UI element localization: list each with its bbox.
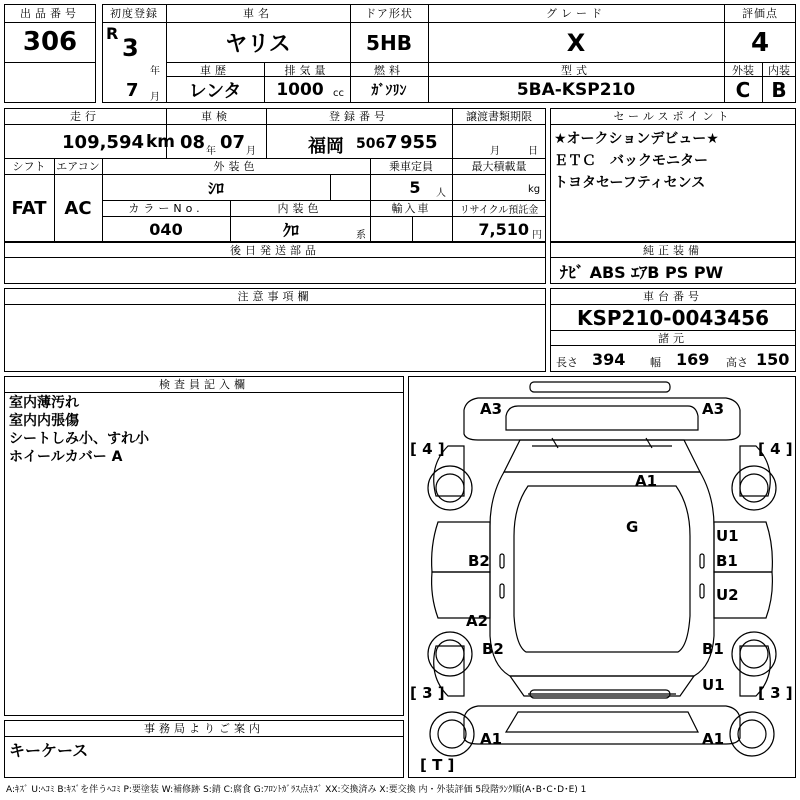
inspector-note-4: ホイールカバー A [9,449,123,465]
car-diagram-icon [408,376,796,778]
mark-u2-right: U2 [716,586,739,604]
door-label: ドア形状 [351,5,427,21]
office-label: 事務局よりご案内 [5,721,403,735]
inspector-note-1: 室内薄汚れ [9,395,79,411]
model: 5BA-KSP210 [516,80,636,100]
interior-grade: B [771,78,787,102]
length: 394 [592,350,626,369]
reg-year: 3 [122,34,139,62]
displacement-label: 排気量 [265,63,349,76]
mark-a1-top: A1 [635,472,658,490]
inspector-label: 検査員記入欄 [5,377,403,391]
inspector-notes [9,394,149,466]
chassis-number: KSP210-0043456 [576,305,770,330]
reg-number-label: 登録番号 [267,109,451,123]
ac-label: エアコン [56,160,100,173]
mark-a2-left: A2 [466,612,489,630]
mark-tire-fr: [ 4 ] [758,440,793,458]
capacity: 5 [409,178,421,197]
color-no: 040 [149,220,183,239]
width: 169 [676,350,710,369]
sales-point-3: トヨタセーフティセンス [554,175,706,191]
history: レンタ [188,81,242,102]
mileage-label: 走行 [5,109,165,123]
model-label: 型式 [429,63,723,76]
import-label: 輸入車 [371,201,451,215]
dims-label: 諸元 [551,331,795,345]
score: 4 [750,27,770,58]
history-label: 車歴 [167,63,263,76]
exterior-grade: C [735,78,751,102]
mark-tire-rr: [ 3 ] [758,684,793,702]
ext-color-label: 外装色 [103,159,369,173]
ext-color: ｼﾛ [207,179,224,198]
door-type: 5HB [366,30,412,55]
grade: X [566,28,586,57]
era: R [106,24,119,43]
mark-a3-left: A3 [480,400,503,418]
grade-label: グレード [429,5,723,21]
mark-u1-right: U1 [716,527,739,545]
mark-b2-left-2: B2 [482,640,504,658]
exterior-label: 外装 [725,63,761,76]
mileage: 109,594 [62,131,144,153]
sales-point-2: ＥＴＣ バックモニター [554,153,708,169]
max-load-label: 最大積載量 [453,159,545,173]
mark-u1-right-2: U1 [702,676,725,694]
inspection-year: 08 [180,132,206,153]
mark-t: [ T ] [420,756,455,774]
fuel: ｶﾞｿﾘﾝ [371,83,407,99]
lot-label: 出品番号 [5,5,95,21]
car-name: ヤリス [225,32,291,57]
mark-a1-bottom-left: A1 [480,730,503,748]
legend: A:ｷｽﾞ U:ﾍｺﾐ B:ｷｽﾞを伴うﾍｺﾐ P:要塗装 W:補修跡 S:錆 C:腐食 G:ﾌﾛﾝﾄｶﾞﾗｽ点ｷｽﾞ XX:交換済み X:要交換 内・外装評価 5段階ﾗﾝｸ順(A･B･C･D･E) 1 [6,785,587,795]
reg-area: 福岡 [308,136,344,157]
chassis-label: 車台番号 [551,289,795,303]
inspection-month: 07 [220,132,246,153]
mark-a3-right: A3 [702,400,725,418]
mark-tire-fl: [ 4 ] [410,440,445,458]
equipment-value: ﾅﾋﾞ ABS ｴｱB PS PW [560,263,724,282]
ac: AC [64,198,92,219]
mark-b2-left: B2 [468,552,490,570]
sales-points-list [554,128,719,194]
later-parts-label: 後日発送部品 [5,243,545,257]
mark-b1-right-2: B1 [702,640,724,658]
notes-label: 注意事項欄 [5,289,545,303]
shift: FAT [11,198,47,219]
inspector-note-3: シートしみ小、すれ小 [9,431,149,447]
recycle: 7,510 [478,220,529,239]
int-color: ｸﾛ [282,221,299,240]
car-name-label: 車名 [167,5,349,21]
mark-g: G [626,518,639,536]
sales-points-label: セールスポイント [551,109,795,123]
shift-label: シフト [5,159,53,173]
mark-a1-bottom-right: A1 [702,730,725,748]
first-reg-label: 初度登録 [103,5,165,21]
transfer-label: 譲渡書類期限 [453,109,545,123]
lot-number: 306 [22,27,78,57]
displacement: 1000 [276,80,324,100]
inspection-label: 車検 [167,109,265,123]
mark-tire-rl: [ 3 ] [410,684,445,702]
fuel-label: 燃料 [351,63,427,76]
equipment-label: 純正装備 [551,243,795,257]
reg-month: 7 [126,80,139,101]
capacity-label: 乗車定員 [371,159,451,173]
recycle-label: リサイクル預託金 [453,201,545,215]
height: 150 [756,350,790,369]
reg-kana: 7 [385,132,398,153]
color-no-label: カラーNo. [103,201,229,215]
inspector-note-2: 室内内張傷 [9,413,79,429]
interior-label: 内装 [763,63,795,76]
reg-class: 506 [356,136,386,152]
int-color-label: 内装色 [231,201,369,215]
reg-num: 955 [400,132,438,153]
mark-b1-right: B1 [716,552,738,570]
score-label: 評価点 [725,5,795,21]
sales-point-1: ★オークションデビュー★ [554,131,719,147]
office-note-1: キーケース [9,741,89,760]
